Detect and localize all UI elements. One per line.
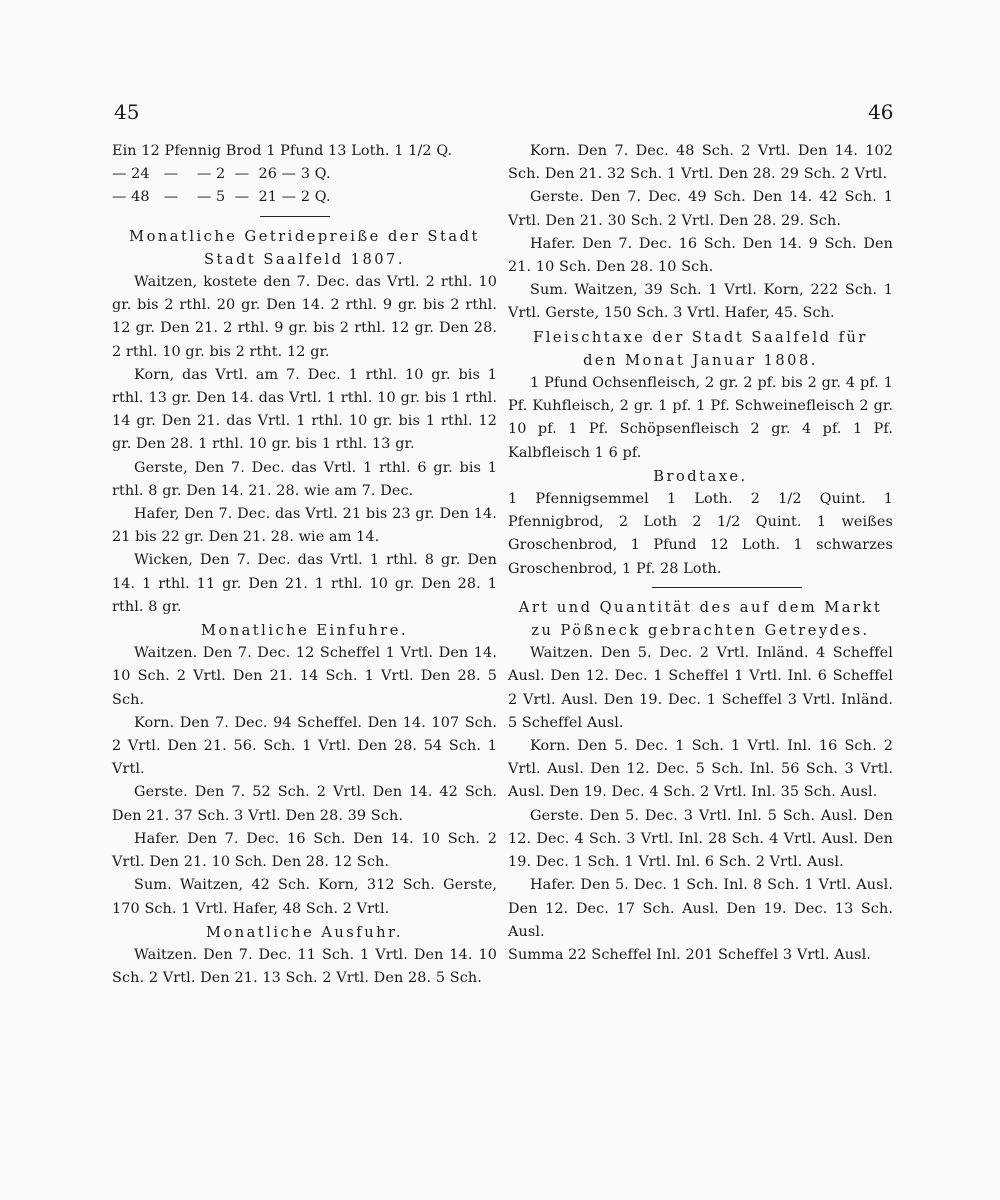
paragraph: Wicken, Den 7. Dec. das Vrtl. 1 rthl. 8 gr. Den 14. 1 rthl. 11 gr. Den 21. 1 rthl. 10 gr. Den 28. 1 rthl. 8 gr.	[112, 552, 497, 615]
section-heading: zu Pößneck gebrachten Getreydes.	[531, 622, 870, 640]
paragraph: Gerste, Den 7. Dec. das Vrtl. 1 rthl. 6 gr. bis 1 rthl. 8 gr. Den 14. 21. 28. wie am 7. Dec.	[112, 459, 497, 499]
section-divider	[652, 587, 802, 588]
paragraph: Waitzen, kostete den 7. Dec. das Vrtl. 2 rthl. 10 gr. bis 2 rthl. 20 gr. Den 14. 2 rthl. 9 gr. bis 2 rthl. 12 gr. Den 21. 2 rthl. 9 gr. bis 2 rthl. 12 gr. Den 28. 2 rthl. 10 gr. bis 2 rtht. 12 gr.	[112, 274, 497, 360]
paragraph: Hafer. Den 7. Dec. 16 Sch. Den 14. 10 Sch. 2 Vrtl. Den 21. 10 Sch. Den 28. 12 Sch.	[112, 830, 497, 871]
bread-line: — 24 — — 2 — 26 — 3 Q.	[112, 166, 331, 183]
left-column	[112, 140, 497, 990]
paragraph: 1 Pfund Ochsenfleisch, 2 gr. 2 pf. bis 2 gr. 4 pf. 1 Pf. Kuhfleisch, 2 gr. 1 pf. 1 Pf. Schweinefleisch 2 gr. 10 pf. 1 Pf. Schöpsenfleisch 2 gr. 4 pf. 1 Pf. Kalbfleisch 1 6 pf.	[508, 375, 893, 461]
section-heading: den Monat Januar 1808.	[583, 351, 818, 369]
paragraph: Korn. Den 5. Dec. 1 Sch. 1 Vrtl. Inl. 16 Sch. 2 Vrtl. Ausl. Den 12. Dec. 5 Sch. Inl. 56 Sch. 3 Vrtl. Ausl. Den 19. Dec. 4 Sch. 2 Vrtl. Inl. 35 Sch. Ausl.	[508, 738, 893, 801]
paragraph: Waitzen. Den 5. Dec. 2 Vrtl. Inländ. 4 Scheffel Ausl. Den 12. Dec. 1 Scheffel 1 Vrtl. Inl. 6 Scheffel 2 Vrtl. Ausl. Den 19. Dec. 1 Scheffel 3 Vrtl. Inländ. 5 Scheffel Ausl.	[508, 645, 893, 731]
page-number-left: 45	[114, 100, 140, 124]
paragraph: Gerste. Den 5. Dec. 3 Vrtl. Inl. 5 Sch. Ausl. Den 12. Dec. 4 Sch. 3 Vrtl. Inl. 28 Sch. 4 Vrtl. Ausl. Den 19. Dec. 1 Sch. 1 Vrtl. Inl. 6 Sch. 2 Vrtl. Ausl.	[508, 807, 893, 871]
paragraph: Hafer. Den 7. Dec. 16 Sch. Den 14. 9 Sch. Den 21. 10 Sch. Den 28. 10 Sch.	[508, 235, 893, 276]
section-heading: Fleischtaxe der Stadt Saalfeld für	[533, 328, 868, 346]
paragraph: Korn. Den 7. Dec. 48 Sch. 2 Vrtl. Den 14. 102 Sch. Den 21. 32 Sch. 1 Vrtl. Den 28. 29 Sch. 2 Vrtl.	[508, 143, 893, 183]
paragraph: Hafer. Den 5. Dec. 1 Sch. Inl. 8 Sch. 1 Vrtl. Ausl. Den 12. Dec. 17 Sch. Ausl. Den 19. Dec. 13 Sch. Ausl.	[508, 877, 893, 940]
section-heading: Monatliche Ausfuhr.	[205, 923, 403, 941]
section-heading: Monatliche Einfuhre.	[200, 622, 409, 640]
section-divider	[260, 216, 330, 217]
paragraph: 1 Pfennigsemmel 1 Loth. 2 1/2 Quint. 1 Pfennigbrod, 2 Loth 2 1/2 Quint. 1 weißes Groschenbrod, 1 Pfund 12 Loth. 1 schwarzes Groschenbrod, 1 Pf. 28 Loth.	[508, 491, 893, 577]
paragraph: Sum. Waitzen, 42 Sch. Korn, 312 Sch. Gerste, 170 Sch. 1 Vrtl. Hafer, 48 Sch. 2 Vrtl.	[112, 877, 497, 917]
section-heading: Monatliche Getridepreiße der Stadt	[129, 227, 480, 245]
paragraph: Waitzen. Den 7. Dec. 11 Sch. 1 Vrtl. Den 14. 10 Sch. 2 Vrtl. Den 21. 13 Sch. 2 Vrtl. Den 28. 5 Sch.	[112, 946, 497, 987]
right-column	[508, 140, 893, 967]
section-heading: Brodtaxe.	[653, 467, 748, 485]
paragraph: Gerste. Den 7. 52 Sch. 2 Vrtl. Den 14. 42 Sch. Den 21. 37 Sch. 3 Vrtl. Den 28. 39 Sch.	[112, 784, 497, 824]
paragraph: Korn, das Vrtl. am 7. Dec. 1 rthl. 10 gr. bis 1 rthl. 13 gr. Den 14. das Vrtl. 1 rthl. 10 gr. bis 1 rthl. 14 gr. Den 21. das Vrtl. 1 rthl. 10 gr. bis 1 rthl. 12 gr. Den 28. 1 rthl. 10 gr. bis 1 rthl. 13 gr.	[112, 366, 497, 453]
bread-line: — 48 — — 5 — 21 — 2 Q.	[112, 189, 331, 206]
paragraph: Hafer, Den 7. Dec. das Vrtl. 21 bis 23 gr. Den 14. 21 bis 22 gr. Den 21. 28. wie am 14.	[112, 506, 497, 546]
paragraph: Waitzen. Den 7. Dec. 12 Scheffel 1 Vrtl. Den 14. 10 Sch. 2 Vrtl. Den 21. 14 Sch. 1 Vrtl. Den 28. 5 Sch.	[112, 645, 497, 708]
page-number-right: 46	[868, 100, 894, 124]
paragraph: Korn. Den 7. Dec. 94 Scheffel. Den 14. 107 Sch. 2 Vrtl. Den 21. 56. Sch. 1 Vrtl. Den 28. 54 Sch. 1 Vrtl.	[112, 714, 497, 778]
summary-line: Summa 22 Scheffel Inl. 201 Scheffel 3 Vrtl. Ausl.	[508, 946, 871, 963]
section-heading: Art und Quantität des auf dem Markt	[518, 598, 883, 616]
section-heading: Stadt Saalfeld 1807.	[204, 250, 405, 268]
paragraph: Gerste. Den 7. Dec. 49 Sch. Den 14. 42 Sch. 1 Vrtl. Den 21. 30 Sch. 2 Vrtl. Den 28. 29. Sch.	[508, 189, 893, 229]
paragraph: Sum. Waitzen, 39 Sch. 1 Vrtl. Korn, 222 Sch. 1 Vrtl. Gerste, 150 Sch. 3 Vrtl. Hafer, 45. Sch.	[508, 282, 893, 322]
bread-line: Ein 12 Pfennig Brod 1 Pfund 13 Loth. 1 1/2 Q.	[112, 143, 453, 159]
